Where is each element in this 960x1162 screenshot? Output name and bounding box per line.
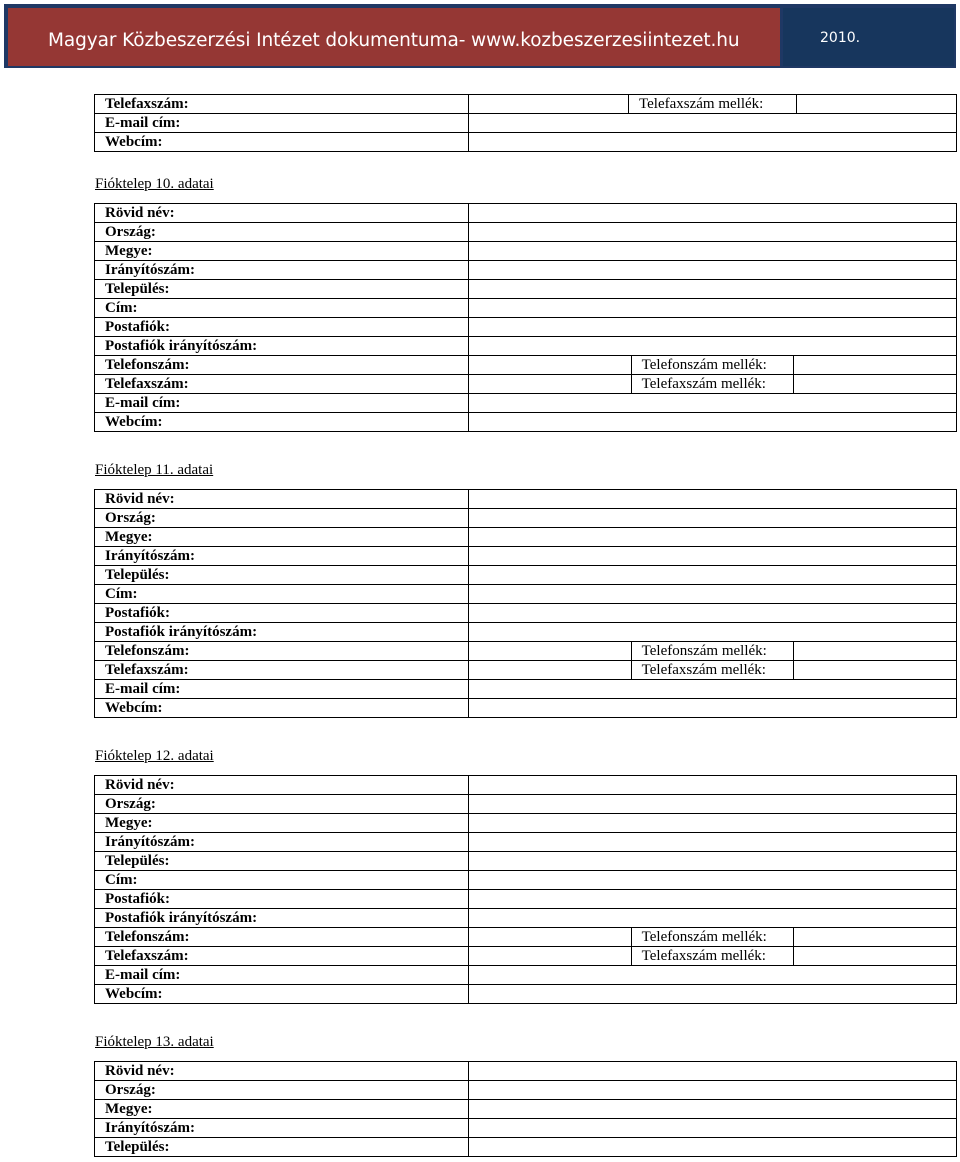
address-label: Cím:	[95, 299, 469, 318]
county-input[interactable]	[469, 242, 957, 261]
web-input[interactable]	[469, 413, 957, 432]
country-label: Ország:	[95, 509, 469, 528]
country-input[interactable]	[469, 1081, 957, 1100]
fax-input[interactable]	[469, 947, 632, 966]
branch-12-form	[94, 775, 957, 1004]
city-input[interactable]	[469, 852, 957, 871]
fax-ext-input[interactable]	[794, 375, 957, 394]
po-box-label: Postafiók:	[95, 318, 469, 337]
fax-ext-input[interactable]	[794, 947, 957, 966]
po-box-zip-label: Postafiók irányítószám:	[95, 909, 469, 928]
short-name-label: Rövid név:	[95, 490, 469, 509]
phone-input[interactable]	[469, 356, 632, 375]
phone-label: Telefonszám:	[95, 642, 469, 661]
po-box-zip-input[interactable]	[469, 623, 957, 642]
branch-9-form-continued	[94, 94, 957, 152]
city-input[interactable]	[469, 566, 957, 585]
web-label: Webcím:	[95, 985, 469, 1004]
city-label: Település:	[95, 1138, 469, 1157]
po-box-zip-input[interactable]	[469, 909, 957, 928]
fax-ext-label: Telefaxszám mellék:	[631, 947, 794, 966]
email-input[interactable]	[469, 966, 957, 985]
fax-input[interactable]	[469, 661, 632, 680]
address-label: Cím:	[95, 585, 469, 604]
fax-label: Telefaxszám:	[95, 375, 469, 394]
county-label: Megye:	[95, 528, 469, 547]
county-label: Megye:	[95, 242, 469, 261]
header-title-panel	[8, 8, 780, 66]
county-input[interactable]	[469, 814, 957, 833]
header-banner	[3, 3, 957, 69]
header-title: Magyar Közbeszerzési Intézet dokumentuma- www.kozbeszerzesiintezet.hu	[48, 30, 740, 51]
web-input[interactable]	[469, 985, 957, 1004]
phone-label: Telefonszám:	[95, 928, 469, 947]
web-label: Webcím:	[95, 413, 469, 432]
fax-ext-label: Telefaxszám mellék:	[629, 95, 797, 114]
phone-ext-label: Telefonszám mellék:	[631, 928, 794, 947]
section-title-branch-11: Fióktelep 11. adatai	[95, 462, 214, 478]
county-label: Megye:	[95, 814, 469, 833]
email-input[interactable]	[469, 680, 957, 699]
phone-ext-label: Telefonszám mellék:	[631, 356, 794, 375]
fax-input[interactable]	[469, 95, 629, 114]
po-box-input[interactable]	[469, 890, 957, 909]
email-row	[95, 114, 957, 133]
city-label: Település:	[95, 280, 469, 299]
web-label: Webcím:	[95, 699, 469, 718]
fax-input[interactable]	[469, 375, 632, 394]
po-box-label: Postafiók:	[95, 890, 469, 909]
zip-input[interactable]	[469, 261, 957, 280]
po-box-zip-label: Postafiók irányítószám:	[95, 623, 469, 642]
fax-label: Telefaxszám:	[95, 95, 469, 114]
fax-ext-input[interactable]	[797, 95, 957, 114]
email-input[interactable]	[469, 394, 957, 413]
header-year: 2010.	[820, 30, 861, 46]
fax-label: Telefaxszám:	[95, 947, 469, 966]
country-label: Ország:	[95, 795, 469, 814]
zip-input[interactable]	[469, 1119, 957, 1138]
zip-label: Irányítószám:	[95, 833, 469, 852]
county-label: Megye:	[95, 1100, 469, 1119]
zip-label: Irányítószám:	[95, 547, 469, 566]
address-input[interactable]	[469, 299, 957, 318]
country-input[interactable]	[469, 223, 957, 242]
short-name-input[interactable]	[469, 776, 957, 795]
branch-10-form	[94, 203, 957, 432]
phone-ext-input[interactable]	[794, 642, 957, 661]
web-label: Webcím:	[95, 133, 469, 152]
phone-ext-input[interactable]	[794, 356, 957, 375]
fax-label: Telefaxszám:	[95, 661, 469, 680]
email-label: E-mail cím:	[95, 680, 469, 699]
short-name-label: Rövid név:	[95, 204, 469, 223]
city-input[interactable]	[469, 1138, 957, 1157]
fax-row	[95, 95, 957, 114]
email-label: E-mail cím:	[95, 114, 469, 133]
header-year-panel	[783, 8, 954, 66]
fax-ext-label: Telefaxszám mellék:	[631, 375, 794, 394]
email-input[interactable]	[469, 114, 957, 133]
country-label: Ország:	[95, 1081, 469, 1100]
phone-ext-label: Telefonszám mellék:	[631, 642, 794, 661]
city-input[interactable]	[469, 280, 957, 299]
phone-ext-input[interactable]	[794, 928, 957, 947]
branch-13-form	[94, 1061, 957, 1157]
city-label: Település:	[95, 566, 469, 585]
phone-input[interactable]	[469, 642, 632, 661]
po-box-input[interactable]	[469, 318, 957, 337]
email-label: E-mail cím:	[95, 966, 469, 985]
short-name-input[interactable]	[469, 204, 957, 223]
address-input[interactable]	[469, 585, 957, 604]
zip-input[interactable]	[469, 547, 957, 566]
county-input[interactable]	[469, 528, 957, 547]
web-input[interactable]	[469, 133, 957, 152]
branch-11-form	[94, 489, 957, 718]
county-input[interactable]	[469, 1100, 957, 1119]
fax-ext-label: Telefaxszám mellék:	[631, 661, 794, 680]
short-name-label: Rövid név:	[95, 776, 469, 795]
po-box-zip-label: Postafiók irányítószám:	[95, 337, 469, 356]
country-input[interactable]	[469, 509, 957, 528]
short-name-input[interactable]	[469, 1062, 957, 1081]
web-input[interactable]	[469, 699, 957, 718]
phone-input[interactable]	[469, 928, 632, 947]
section-title-branch-12: Fióktelep 12. adatai	[95, 748, 214, 764]
po-box-input[interactable]	[469, 604, 957, 623]
zip-input[interactable]	[469, 833, 957, 852]
city-label: Település:	[95, 852, 469, 871]
address-input[interactable]	[469, 871, 957, 890]
zip-label: Irányítószám:	[95, 1119, 469, 1138]
country-input[interactable]	[469, 795, 957, 814]
po-box-zip-input[interactable]	[469, 337, 957, 356]
po-box-label: Postafiók:	[95, 604, 469, 623]
phone-label: Telefonszám:	[95, 356, 469, 375]
section-title-branch-10: Fióktelep 10. adatai	[95, 176, 214, 192]
web-row	[95, 133, 957, 152]
address-label: Cím:	[95, 871, 469, 890]
short-name-label: Rövid név:	[95, 1062, 469, 1081]
fax-ext-input[interactable]	[794, 661, 957, 680]
zip-label: Irányítószám:	[95, 261, 469, 280]
country-label: Ország:	[95, 223, 469, 242]
section-title-branch-13: Fióktelep 13. adatai	[95, 1034, 214, 1050]
short-name-input[interactable]	[469, 490, 957, 509]
email-label: E-mail cím:	[95, 394, 469, 413]
